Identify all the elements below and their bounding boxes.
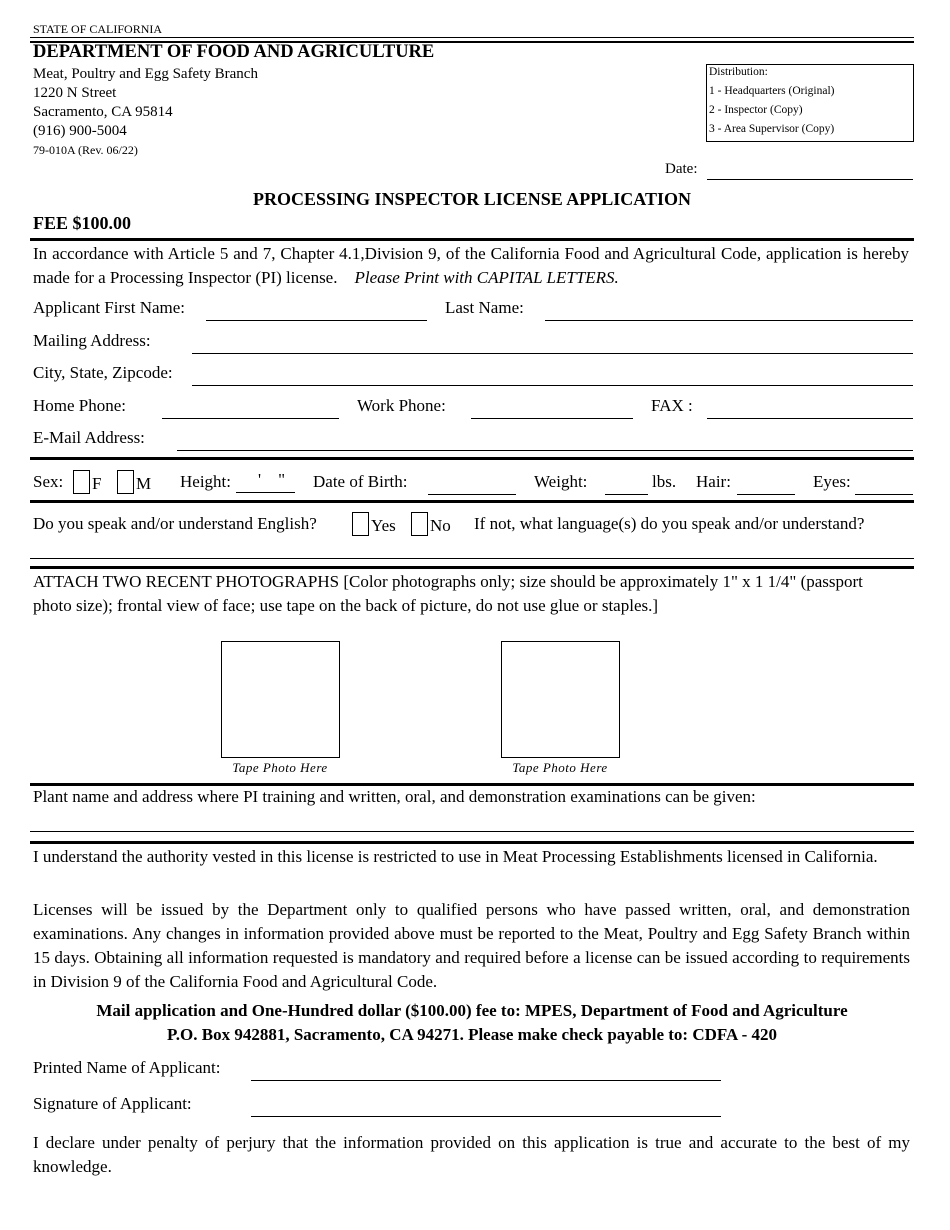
signature-label: Signature of Applicant: — [33, 1094, 192, 1113]
sex-female-option[interactable] — [73, 470, 101, 494]
email-field[interactable] — [177, 430, 913, 451]
photo-caption-2: Tape Photo Here — [512, 760, 608, 775]
plant-label: Plant name and address where PI training and written, oral, and demonstration examinations can be given: — [33, 787, 756, 806]
sex-label: Sex: — [33, 472, 64, 491]
section-divider — [30, 457, 914, 460]
first-name-label: Applicant First Name: — [33, 298, 186, 317]
printed-name-label: Printed Name of Applicant: — [33, 1058, 221, 1077]
intro-instruction: Please Print with CAPITAL LETTERS. — [354, 268, 619, 287]
home-phone-field[interactable] — [162, 398, 339, 419]
mail-instructions-line-2: P.O. Box 942881, Sacramento, CA 94271. Please make check payable to: CDFA - 420 — [166, 1025, 778, 1044]
date-field[interactable] — [707, 159, 913, 180]
plant-answer-line[interactable] — [30, 831, 914, 832]
english-yes-checkbox[interactable] — [352, 512, 369, 536]
section-divider — [30, 566, 914, 569]
english-no-checkbox[interactable] — [411, 512, 428, 536]
fee-label: FEE $100.00 — [33, 213, 132, 233]
fax-label: FAX : — [651, 396, 693, 415]
section-divider — [30, 500, 914, 503]
section-divider — [30, 841, 914, 844]
photo-box-1[interactable] — [221, 641, 340, 758]
work-phone-label: Work Phone: — [357, 396, 446, 415]
form-number: 79-010A (Rev. 06/22) — [33, 143, 138, 157]
header-rule-top — [30, 37, 914, 38]
section-divider — [30, 783, 914, 786]
phone-number: (916) 900-5004 — [33, 123, 127, 139]
signature-field[interactable] — [251, 1096, 721, 1117]
distribution-item: 2 - Inspector (Copy) — [709, 104, 803, 116]
sex-female-label: F — [92, 474, 102, 493]
declaration-paragraph: I declare under penalty of perjury that the information provided on this application is true and accurate to the best of my knowledge. — [33, 1133, 910, 1176]
hair-field[interactable] — [737, 474, 795, 495]
english-yes-label: Yes — [371, 516, 396, 535]
distribution-box — [706, 64, 914, 142]
department-title: DEPARTMENT OF FOOD AND AGRICULTURE — [33, 42, 435, 62]
english-no-option[interactable] — [411, 512, 451, 536]
authority-paragraph: I understand the authority vested in this license is restricted to use in Meat Processing Establishments licensed in California. — [33, 847, 878, 866]
english-yes-option[interactable] — [352, 512, 396, 536]
mailing-address-label: Mailing Address: — [33, 331, 151, 350]
city-address: Sacramento, CA 95814 — [33, 104, 173, 120]
first-name-field[interactable] — [206, 300, 427, 321]
eyes-field[interactable] — [855, 474, 913, 495]
fax-field[interactable] — [707, 398, 913, 419]
dob-label: Date of Birth: — [313, 472, 408, 491]
sex-male-label: M — [136, 474, 152, 493]
lbs-label: lbs. — [652, 472, 677, 491]
english-no-label: No — [430, 516, 451, 535]
hair-label: Hair: — [696, 472, 731, 491]
distribution-item: 3 - Area Supervisor (Copy) — [709, 123, 835, 135]
printed-name-field[interactable] — [251, 1060, 721, 1081]
licenses-paragraph: Licenses will be issued by the Department only to qualified persons who have passed written, oral, and demonstration examinations. Any changes in information provided above must be reported to the Meat, Poultry and Egg Safety Branch within 15 days. Obtaining all information requested is mandatory and required before a license can be issued according to requirements in Division 9 of the California Food and Agricultural Code. — [33, 900, 910, 991]
photo-instructions: ATTACH TWO RECENT PHOTOGRAPHS [Color photographs only; size should be approximately 1" x 1 1/4" (passport photo size); frontal view of face; use tape on the back of picture, do not use glue or staples.] — [33, 572, 863, 615]
section-divider — [30, 238, 914, 241]
weight-field[interactable] — [605, 474, 648, 495]
home-phone-label: Home Phone: — [33, 396, 127, 415]
language-question: If not, what language(s) do you speak and/or understand? — [474, 514, 865, 533]
eyes-label: Eyes: — [813, 472, 851, 491]
english-question: Do you speak and/or understand English? — [33, 514, 317, 533]
street-address: 1220 N Street — [33, 85, 117, 101]
city-state-zip-field[interactable] — [192, 365, 913, 386]
sex-female-checkbox[interactable] — [73, 470, 90, 494]
state-label: STATE OF CALIFORNIA — [33, 22, 163, 36]
date-label: Date: — [665, 161, 698, 177]
height-label: Height: — [180, 472, 231, 491]
intro-paragraph: In accordance with Article 5 and 7, Chapter 4.1,Division 9, of the California Food and Agricultural Code, application is hereby made for a Processing Inspector (PI) license. Please Print with CAPITAL LETTERS. — [33, 244, 909, 287]
distribution-title: Distribution: — [709, 66, 768, 78]
language-answer-line[interactable] — [30, 558, 914, 559]
distribution-item: 1 - Headquarters (Original) — [709, 85, 835, 97]
height-marks: ' " — [258, 470, 286, 489]
branch-name: Meat, Poultry and Egg Safety Branch — [33, 66, 258, 82]
photo-caption-1: Tape Photo Here — [232, 760, 328, 775]
mail-instructions-line-1: Mail application and One-Hundred dollar ($100.00) fee to: MPES, Department of Food and Agriculture — [96, 1001, 848, 1020]
sex-male-option[interactable] — [117, 470, 151, 494]
sex-male-checkbox[interactable] — [117, 470, 134, 494]
dob-field[interactable] — [428, 474, 516, 495]
last-name-field[interactable] — [545, 300, 913, 321]
photo-box-2[interactable] — [501, 641, 620, 758]
mailing-address-field[interactable] — [192, 333, 913, 354]
last-name-label: Last Name: — [445, 298, 524, 317]
weight-label: Weight: — [534, 472, 588, 491]
city-state-zip-label: City, State, Zipcode: — [33, 363, 173, 382]
form-title: PROCESSING INSPECTOR LICENSE APPLICATION — [253, 189, 691, 209]
email-label: E-Mail Address: — [33, 428, 145, 447]
work-phone-field[interactable] — [471, 398, 633, 419]
